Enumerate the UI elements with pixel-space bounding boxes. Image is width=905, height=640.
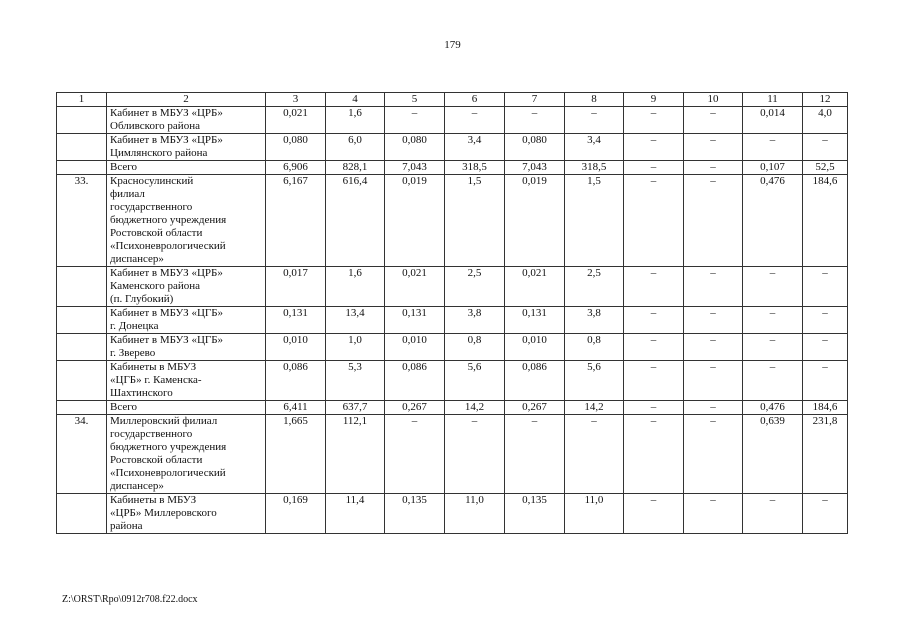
value-cell: –: [624, 361, 684, 401]
name-line: Ростовской области: [110, 227, 203, 239]
value-cell: 112,1: [326, 415, 385, 494]
value-cell: 14,2: [565, 401, 624, 415]
table-row: [57, 267, 848, 307]
institution-name: [107, 494, 266, 534]
table-row: [57, 107, 848, 134]
value-cell: 0,267: [385, 401, 445, 415]
value-cell: 828,1: [326, 161, 385, 175]
value-cell: –: [505, 415, 565, 494]
institution-name: [107, 415, 266, 494]
name-line: «Психоневрологический: [110, 467, 226, 479]
column-header: 9: [624, 93, 684, 107]
column-header: 10: [684, 93, 743, 107]
institution-name: [107, 134, 266, 161]
value-cell: 6,411: [266, 401, 326, 415]
value-cell: –: [743, 334, 803, 361]
value-cell: –: [445, 415, 505, 494]
name-line: «ЦРБ» Миллеровского: [110, 507, 217, 519]
name-line: Всего: [110, 401, 137, 413]
value-cell: 1,665: [266, 415, 326, 494]
value-cell: –: [624, 134, 684, 161]
table-row: [57, 494, 848, 534]
table-row: [57, 175, 848, 267]
value-cell: 5,6: [565, 361, 624, 401]
column-header: 11: [743, 93, 803, 107]
value-cell: 0,010: [505, 334, 565, 361]
name-line: Обливского района: [110, 120, 200, 132]
institution-name: [107, 401, 266, 415]
value-cell: –: [803, 494, 848, 534]
value-cell: 318,5: [445, 161, 505, 175]
value-cell: –: [743, 267, 803, 307]
row-number: [57, 401, 107, 415]
value-cell: 0,267: [505, 401, 565, 415]
value-cell: 0,107: [743, 161, 803, 175]
value-cell: 184,6: [803, 401, 848, 415]
value-cell: 7,043: [385, 161, 445, 175]
header-row: [57, 93, 848, 107]
row-number: [57, 361, 107, 401]
value-cell: –: [445, 107, 505, 134]
value-cell: 0,169: [266, 494, 326, 534]
value-cell: –: [684, 334, 743, 361]
value-cell: 3,8: [445, 307, 505, 334]
value-cell: –: [624, 494, 684, 534]
name-line: Кабинет в МБУЗ «ЦРБ»: [110, 134, 223, 146]
column-header: 12: [803, 93, 848, 107]
value-cell: 11,0: [565, 494, 624, 534]
value-cell: 0,8: [445, 334, 505, 361]
value-cell: –: [684, 134, 743, 161]
row-number: [57, 494, 107, 534]
value-cell: 1,0: [326, 334, 385, 361]
table-row: [57, 334, 848, 361]
value-cell: –: [743, 361, 803, 401]
name-line: Ростовской области: [110, 454, 203, 466]
value-cell: 0,086: [505, 361, 565, 401]
value-cell: –: [684, 401, 743, 415]
value-cell: 11,0: [445, 494, 505, 534]
value-cell: –: [385, 415, 445, 494]
value-cell: 231,8: [803, 415, 848, 494]
institution-name: [107, 175, 266, 267]
value-cell: 0,010: [266, 334, 326, 361]
value-cell: 2,5: [565, 267, 624, 307]
value-cell: –: [684, 494, 743, 534]
value-cell: –: [803, 307, 848, 334]
name-line: филиал: [110, 188, 145, 200]
row-number: [57, 134, 107, 161]
value-cell: –: [385, 107, 445, 134]
value-cell: 0,021: [505, 267, 565, 307]
value-cell: –: [684, 361, 743, 401]
value-cell: –: [624, 267, 684, 307]
name-line: Шахтинского: [110, 387, 173, 399]
value-cell: 0,086: [266, 361, 326, 401]
value-cell: 0,135: [505, 494, 565, 534]
name-line: Каменского района: [110, 280, 200, 292]
value-cell: 0,080: [505, 134, 565, 161]
value-cell: –: [684, 267, 743, 307]
value-cell: 1,5: [565, 175, 624, 267]
row-number: [57, 267, 107, 307]
column-header: 2: [107, 93, 266, 107]
name-line: бюджетного учреждения: [110, 441, 227, 453]
value-cell: 0,017: [266, 267, 326, 307]
name-line: государственного: [110, 201, 193, 213]
value-cell: 0,476: [743, 175, 803, 267]
name-line: диспансер»: [110, 480, 164, 492]
page-number: 179: [444, 39, 461, 51]
value-cell: –: [624, 175, 684, 267]
value-cell: 52,5: [803, 161, 848, 175]
value-cell: –: [684, 107, 743, 134]
row-number: [57, 307, 107, 334]
value-cell: 616,4: [326, 175, 385, 267]
file-path-footer: Z:\ORST\Rpo\0912r708.f22.docx: [62, 594, 198, 605]
institution-name: [107, 361, 266, 401]
value-cell: –: [684, 415, 743, 494]
value-cell: –: [684, 307, 743, 334]
name-line: Кабинеты в МБУЗ: [110, 494, 197, 506]
table-row: [57, 161, 848, 175]
value-cell: –: [743, 494, 803, 534]
value-cell: 13,4: [326, 307, 385, 334]
value-cell: 0,019: [505, 175, 565, 267]
data-table: [56, 92, 848, 534]
row-number: [57, 161, 107, 175]
name-line: бюджетного учреждения: [110, 214, 227, 226]
value-cell: 1,6: [326, 267, 385, 307]
value-cell: 3,4: [445, 134, 505, 161]
value-cell: 0,131: [505, 307, 565, 334]
value-cell: 6,167: [266, 175, 326, 267]
name-line: диспансер»: [110, 253, 164, 265]
value-cell: 0,135: [385, 494, 445, 534]
value-cell: 0,021: [266, 107, 326, 134]
value-cell: –: [803, 361, 848, 401]
value-cell: 0,080: [266, 134, 326, 161]
name-line: Красносулинский: [110, 175, 194, 187]
value-cell: –: [743, 134, 803, 161]
name-line: Цимлянского района: [110, 147, 208, 159]
value-cell: 14,2: [445, 401, 505, 415]
table-row: [57, 361, 848, 401]
table-row: [57, 401, 848, 415]
column-header: 7: [505, 93, 565, 107]
value-cell: 1,5: [445, 175, 505, 267]
name-line: Кабинет в МБУЗ «ЦРБ»: [110, 107, 223, 119]
value-cell: 2,5: [445, 267, 505, 307]
row-number: [57, 107, 107, 134]
value-cell: 184,6: [803, 175, 848, 267]
value-cell: 0,131: [385, 307, 445, 334]
value-cell: –: [624, 161, 684, 175]
table-row: [57, 134, 848, 161]
value-cell: –: [803, 334, 848, 361]
column-header: 1: [57, 93, 107, 107]
value-cell: –: [684, 175, 743, 267]
value-cell: –: [743, 307, 803, 334]
value-cell: 318,5: [565, 161, 624, 175]
value-cell: 0,8: [565, 334, 624, 361]
name-line: Кабинет в МБУЗ «ЦГБ»: [110, 334, 224, 346]
value-cell: 11,4: [326, 494, 385, 534]
value-cell: –: [684, 161, 743, 175]
value-cell: 0,080: [385, 134, 445, 161]
column-header: 8: [565, 93, 624, 107]
name-line: государственного: [110, 428, 193, 440]
row-number: 34.: [57, 415, 107, 494]
name-line: (п. Глубокий): [110, 293, 174, 305]
value-cell: –: [565, 415, 624, 494]
value-cell: 1,6: [326, 107, 385, 134]
name-line: г. Зверево: [110, 347, 156, 359]
value-cell: 0,021: [385, 267, 445, 307]
value-cell: 7,043: [505, 161, 565, 175]
value-cell: –: [803, 267, 848, 307]
value-cell: –: [505, 107, 565, 134]
value-cell: –: [803, 134, 848, 161]
name-line: Кабинеты в МБУЗ: [110, 361, 197, 373]
value-cell: 6,0: [326, 134, 385, 161]
institution-name: [107, 161, 266, 175]
institution-name: [107, 334, 266, 361]
name-line: г. Донецка: [110, 320, 159, 332]
column-header: 4: [326, 93, 385, 107]
table-row: [57, 415, 848, 494]
value-cell: 3,4: [565, 134, 624, 161]
value-cell: 0,476: [743, 401, 803, 415]
name-line: Всего: [110, 161, 137, 173]
name-line: Кабинет в МБУЗ «ЦГБ»: [110, 307, 224, 319]
value-cell: 0,086: [385, 361, 445, 401]
name-line: «ЦГБ» г. Каменска-: [110, 374, 202, 386]
institution-name: [107, 107, 266, 134]
value-cell: –: [624, 107, 684, 134]
value-cell: –: [624, 334, 684, 361]
row-number: [57, 334, 107, 361]
value-cell: 5,3: [326, 361, 385, 401]
value-cell: 5,6: [445, 361, 505, 401]
institution-name: [107, 307, 266, 334]
value-cell: 0,010: [385, 334, 445, 361]
column-header: 5: [385, 93, 445, 107]
column-header: 3: [266, 93, 326, 107]
value-cell: 0,019: [385, 175, 445, 267]
institution-name: [107, 267, 266, 307]
table-body: [57, 93, 848, 534]
value-cell: 0,014: [743, 107, 803, 134]
name-line: Кабинет в МБУЗ «ЦРБ»: [110, 267, 223, 279]
column-header: 6: [445, 93, 505, 107]
value-cell: 637,7: [326, 401, 385, 415]
value-cell: 6,906: [266, 161, 326, 175]
name-line: Миллеровский филиал: [110, 415, 218, 427]
name-line: района: [110, 520, 143, 532]
value-cell: 0,131: [266, 307, 326, 334]
value-cell: 3,8: [565, 307, 624, 334]
value-cell: –: [624, 401, 684, 415]
table-row: [57, 307, 848, 334]
value-cell: –: [624, 307, 684, 334]
value-cell: 4,0: [803, 107, 848, 134]
name-line: «Психоневрологический: [110, 240, 226, 252]
value-cell: –: [565, 107, 624, 134]
value-cell: 0,639: [743, 415, 803, 494]
row-number: 33.: [57, 175, 107, 267]
value-cell: –: [624, 415, 684, 494]
